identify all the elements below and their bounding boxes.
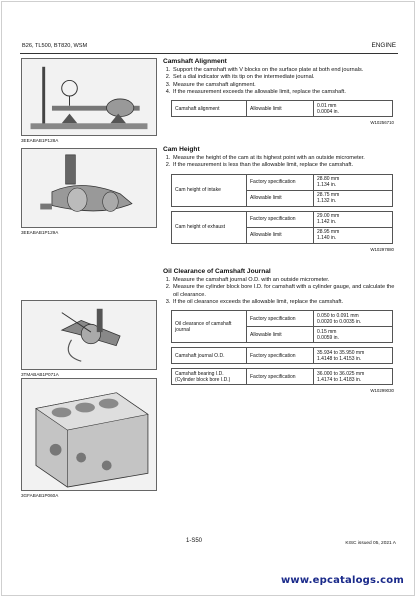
spec-value (314, 174, 393, 190)
spec-value (314, 190, 393, 206)
header-model: B26, TL500, BT820, WSM (22, 43, 88, 49)
spec-table-bearing-id (171, 368, 393, 385)
watermark-url: www.epcatalogs.com (280, 575, 404, 586)
issue-note: KISC issued 05, 2021 A (345, 541, 396, 546)
spec-item: Cam height of exhaust (172, 211, 247, 243)
spec-value (314, 211, 393, 227)
value-mm: 0.15 mm (317, 328, 337, 335)
step-item: 2. Set a dial indicator with its tip on the intermediate journal. (172, 74, 396, 81)
value-in: 0.0004 in. (317, 108, 339, 115)
value-in: 1.4148 to 1.4153 in. (317, 355, 362, 362)
step-item: 3. Measure the camshaft alignment. (172, 82, 396, 89)
section-title: Camshaft Alignment (163, 58, 227, 65)
spec-label: Allowable limit (247, 190, 314, 206)
spec-value (314, 311, 393, 327)
value-mm: 0.050 to 0.091 mm (317, 312, 359, 319)
step-list (163, 67, 396, 96)
value-mm: 28.80 mm (317, 176, 340, 183)
spec-label: Factory specification (247, 174, 314, 190)
value-mm: 28.75 mm (317, 192, 340, 199)
journal-micrometer-illustration (22, 301, 156, 369)
value-in: 1.140 in. (317, 235, 337, 242)
spec-label: Factory specification (247, 348, 314, 364)
step-item: 2. Measure the cylinder block bore I.D. for camshaft with a cylinder gauge, and calculate the oil clearance. (172, 284, 396, 298)
figure-journal-od (21, 300, 157, 370)
step-item: 1. Measure the height of the cam at its highest point with an outside micrometer. (172, 155, 396, 162)
spec-table-intake (171, 174, 393, 207)
figure-code: 3GFABAB1P060A (21, 493, 59, 498)
value-in: 0.0020 to 0.0035 in. (317, 318, 362, 325)
section-oil-clearance (163, 268, 396, 394)
figure-cylinder-block (21, 378, 157, 491)
value-in: 1.142 in. (317, 219, 337, 226)
figure-code: 3EEABAB1P128A (21, 138, 59, 143)
value-in: 1.4174 to 1.4183 in. (317, 376, 362, 383)
spec-table-journal-od (171, 347, 393, 364)
spec-item: Camshaft journal O.D. (172, 348, 247, 364)
step-item: 1. Measure the camshaft journal O.D. with an outside micrometer. (172, 277, 396, 284)
figure-code: 3EEABAB1P129A (21, 230, 59, 235)
spec-label: Allowable limit (247, 101, 314, 117)
cam-micrometer-illustration (22, 149, 156, 227)
value-in: 1.132 in. (317, 198, 337, 205)
step-item: 2. If the measurement is less than the allowable limit, replace the camshaft. (172, 162, 396, 169)
value-mm: 36.000 to 36.025 mm (317, 370, 365, 377)
camshaft-dial-indicator-illustration (22, 59, 156, 135)
value-mm: 35.934 to 35.950 mm (317, 349, 365, 356)
page-number: 1-S50 (186, 538, 203, 544)
spec-item: Oil clearance of camshaft journal (172, 311, 247, 343)
value-in: 0.0059 in. (317, 334, 339, 341)
spec-value (314, 348, 393, 364)
section-camshaft-alignment (163, 58, 396, 126)
step-list (163, 155, 396, 169)
spec-item: Cam height of intake (172, 174, 247, 206)
spec-label: Allowable limit (247, 227, 314, 243)
step-list (163, 277, 396, 306)
spec-label: Factory specification (247, 311, 314, 327)
section-cam-height (163, 146, 396, 253)
step-item: 4. If the measurement exceeds the allowable limit, replace the camshaft. (172, 89, 396, 96)
figure-code: 3TMABAB1P071A (21, 372, 59, 377)
figure-camshaft-alignment (21, 58, 157, 136)
reference-code: W10256710 (370, 120, 394, 126)
step-item: 1. Support the camshaft with V blocks on the surface plate at both end journals. (172, 67, 396, 74)
reference-code: W10297880 (370, 246, 394, 252)
value-in: 1.134 in. (317, 182, 337, 189)
step-item: 3. If the oil clearance exceeds the allowable limit, replace the camshaft. (172, 299, 396, 306)
spec-value (314, 101, 393, 117)
spec-label: Factory specification (247, 369, 314, 385)
spec-item: Camshaft bearing I.D. (Cylinder block bore I.D.) (172, 369, 247, 385)
section-title: Cam Height (163, 146, 200, 153)
reference-code: W10299030 (370, 388, 394, 394)
spec-table-oil-clearance (171, 310, 393, 343)
value-mm: 0.01 mm (317, 102, 337, 109)
value-mm: 28.95 mm (317, 229, 340, 236)
spec-value (314, 227, 393, 243)
spec-label: Allowable limit (247, 327, 314, 343)
value-mm: 29.00 mm (317, 213, 340, 220)
spec-table-exhaust (171, 211, 393, 244)
header-section: ENGINE (371, 42, 396, 49)
header-rule (20, 53, 398, 54)
cylinder-block-illustration (22, 379, 156, 490)
spec-value (314, 327, 393, 343)
spec-item: Camshaft alignment (172, 101, 247, 117)
spec-value (314, 369, 393, 385)
spec-table-alignment (171, 100, 393, 117)
figure-cam-height (21, 148, 157, 228)
spec-label: Factory specification (247, 211, 314, 227)
section-title: Oil Clearance of Camshaft Journal (163, 268, 271, 275)
